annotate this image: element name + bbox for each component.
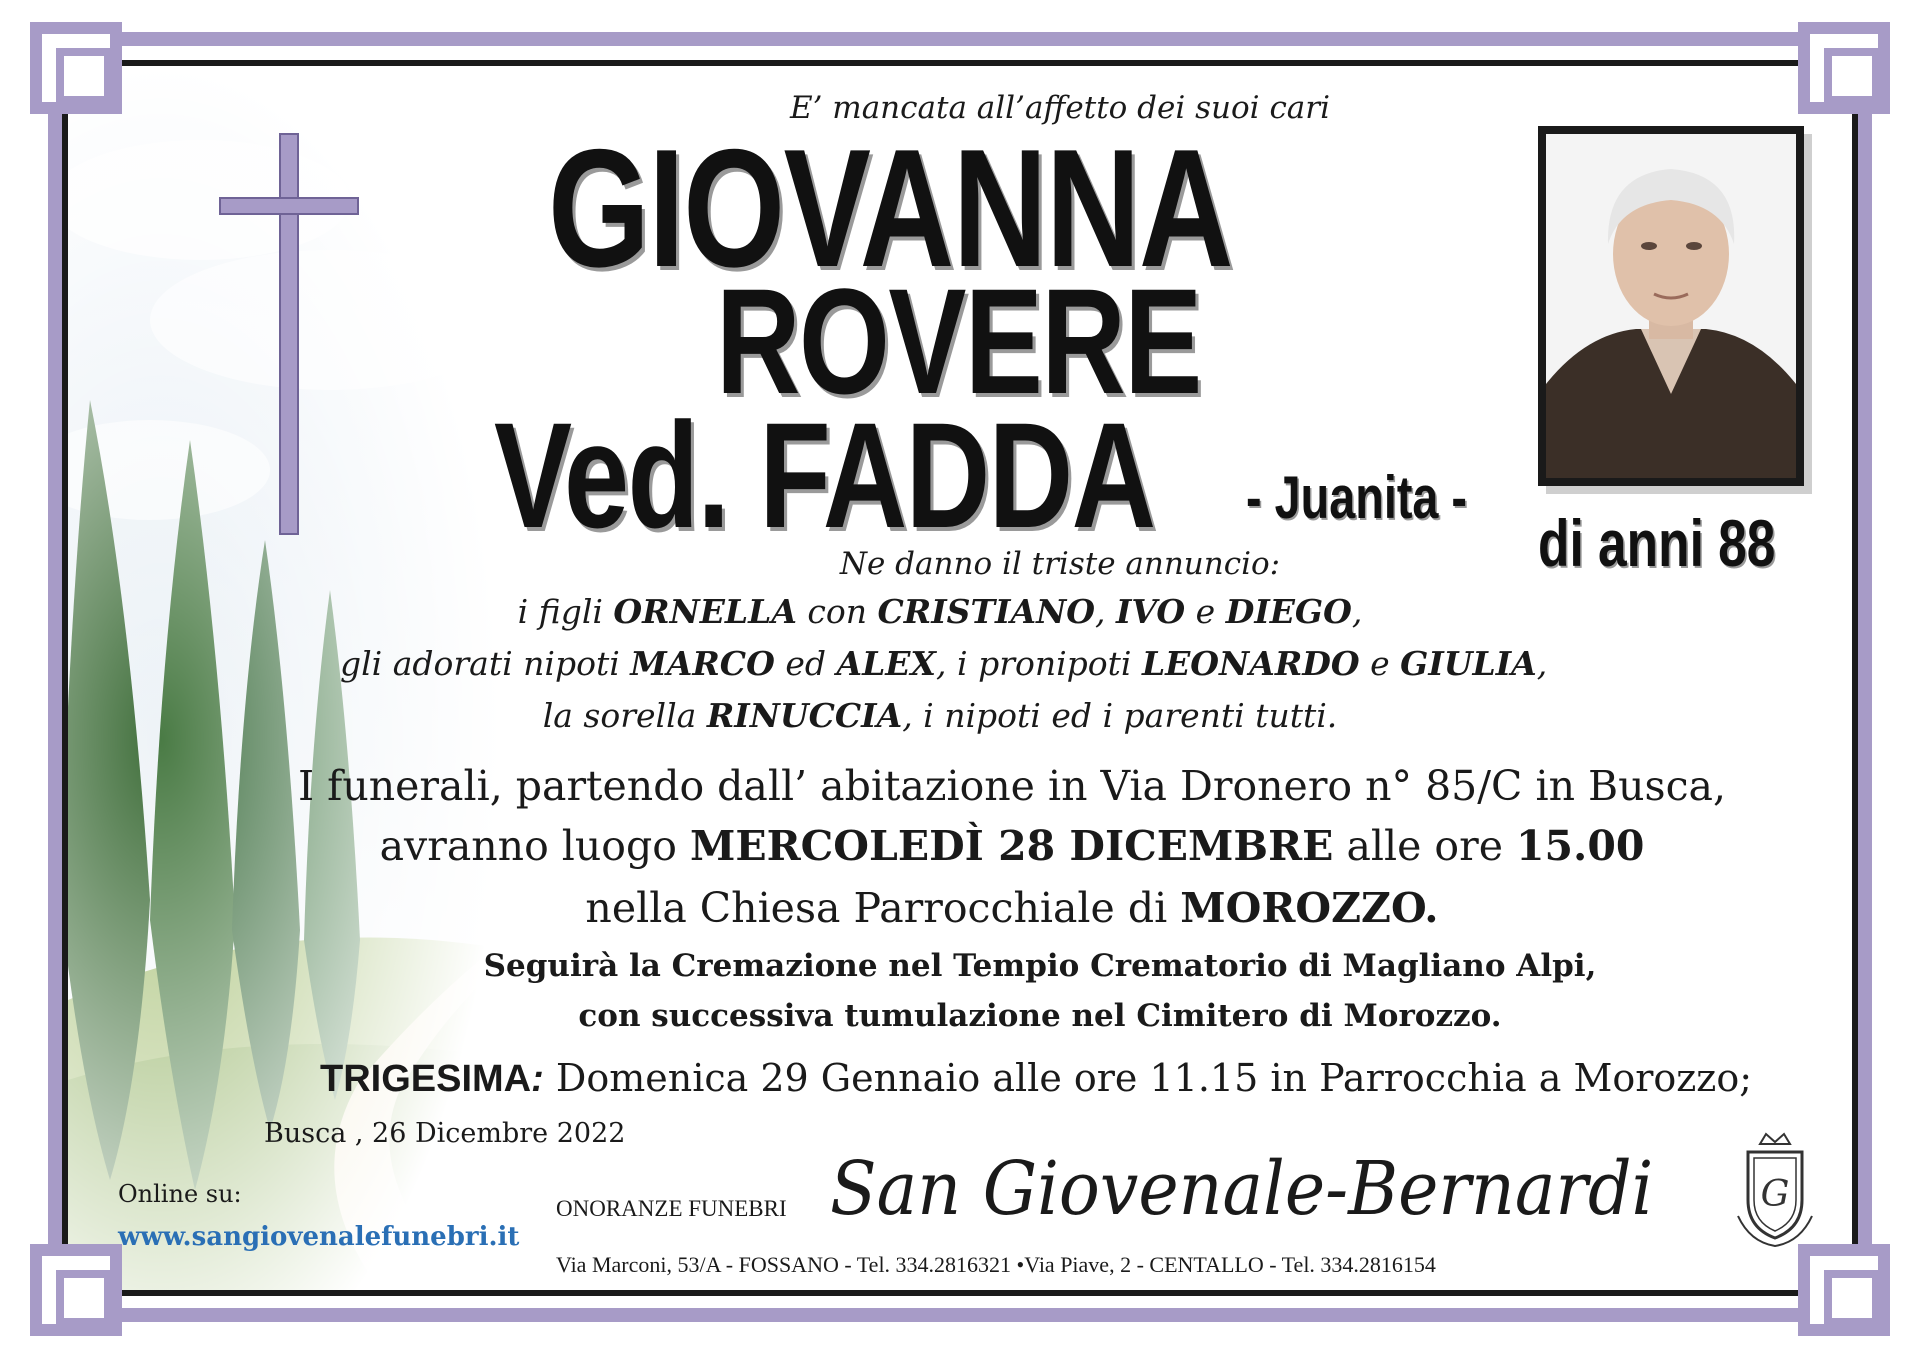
announcement-text: Ne danno il triste annuncio: [839,546,1281,582]
first-name: GIOVANNA [548,114,1232,302]
funeral-line-1: I funerali, partendo dall’ abitazione in Via Dronero n° 85/C in Busca, [297,762,1727,810]
family-member-name: ORNELLA [613,592,797,631]
family-member-name: DIEGO [1225,592,1352,631]
funeral-line-2 [262,822,1762,870]
family-member-name: IVO [1115,592,1186,631]
nickname: - Juanita - [1246,464,1468,531]
date-place: Busca , 26 Dicembre 2022 [264,1118,626,1149]
trigesima-colon: : [531,1058,544,1100]
family-text: , [1536,644,1548,683]
family-text: e [1185,592,1226,631]
crest-icon [1730,1130,1820,1250]
married-name: Ved. FADDA [494,391,1155,559]
trigesima-label: TRIGESIMA [320,1058,532,1100]
crest-letter: G [1760,1174,1790,1215]
family-text: gli adorati nipoti [340,644,631,683]
funeral-time-prefix: alle ore [1333,822,1516,870]
family-line-3 [340,696,1540,735]
funeral-intro: avranno luogo [379,822,690,870]
family-text: , i pronipoti [936,644,1142,683]
family-text: la sorella [542,696,707,735]
age-label: di anni 88 [1538,506,1776,580]
family-text: i figli [517,592,614,631]
family-text: , [1351,592,1363,631]
cremation-line-2: con successiva tumulazione nel Cimitero di Morozzo. [578,998,1502,1034]
family-line-2 [340,644,1548,683]
family-member-name: MARCO [630,644,775,683]
family-text: e [1359,644,1401,683]
funeral-home-prefix: ONORANZE FUNEBRI [556,1196,787,1221]
online-label: Online su: [118,1180,242,1208]
last-name: ROVERE [716,257,1201,425]
family-member-name: ALEX [836,644,937,683]
intro-text: E’ mancata all’affetto dei suoi cari [789,90,1331,126]
church-place: MOROZZO. [1180,884,1439,932]
family-line-1 [340,592,1540,631]
trigesima-line [320,1056,1752,1101]
family-text: , [1094,592,1116,631]
funeral-home-address: Via Marconi, 53/A - FOSSANO - Tel. 334.2816321 •Via Piave, 2 - CENTALLO - Tel. 334.2816154 [556,1252,1436,1277]
family-member-name: LEONARDO [1141,644,1360,683]
family-text: con [796,592,878,631]
family-member-name: GIULIA [1400,644,1537,683]
church-text: nella Chiesa Parrocchiale di [585,884,1181,932]
cremation-line-1: Seguirà la Cremazione nel Tempio Crematorio di Magliano Alpi, [483,948,1597,984]
corner-ornament-top-left [30,22,122,114]
portrait-image [1546,134,1796,478]
trigesima-text: Domenica 29 Gennaio alle ore 11.15 in Parrocchia a Morozzo; [543,1056,1753,1100]
funeral-time: 15.00 [1515,822,1645,870]
funeral-date: MERCOLEDÌ 28 DICEMBRE [689,822,1334,870]
family-member-name: CRISTIANO [877,592,1095,631]
funeral-line-3 [262,884,1762,932]
corner-ornament-top-right [1798,22,1890,114]
family-text: ed [774,644,837,683]
website-link[interactable]: www.sangiovenalefunebri.it [118,1222,520,1252]
corner-ornament-bottom-left [30,1244,122,1336]
funeral-home-name: San Giovenale-Bernardi [830,1146,1654,1232]
family-member-name: RINUCCIA [706,696,903,735]
deceased-portrait-photo [1538,126,1804,486]
family-text: , i nipoti ed i parenti tutti. [902,696,1338,735]
corner-ornament-bottom-right [1798,1244,1890,1336]
